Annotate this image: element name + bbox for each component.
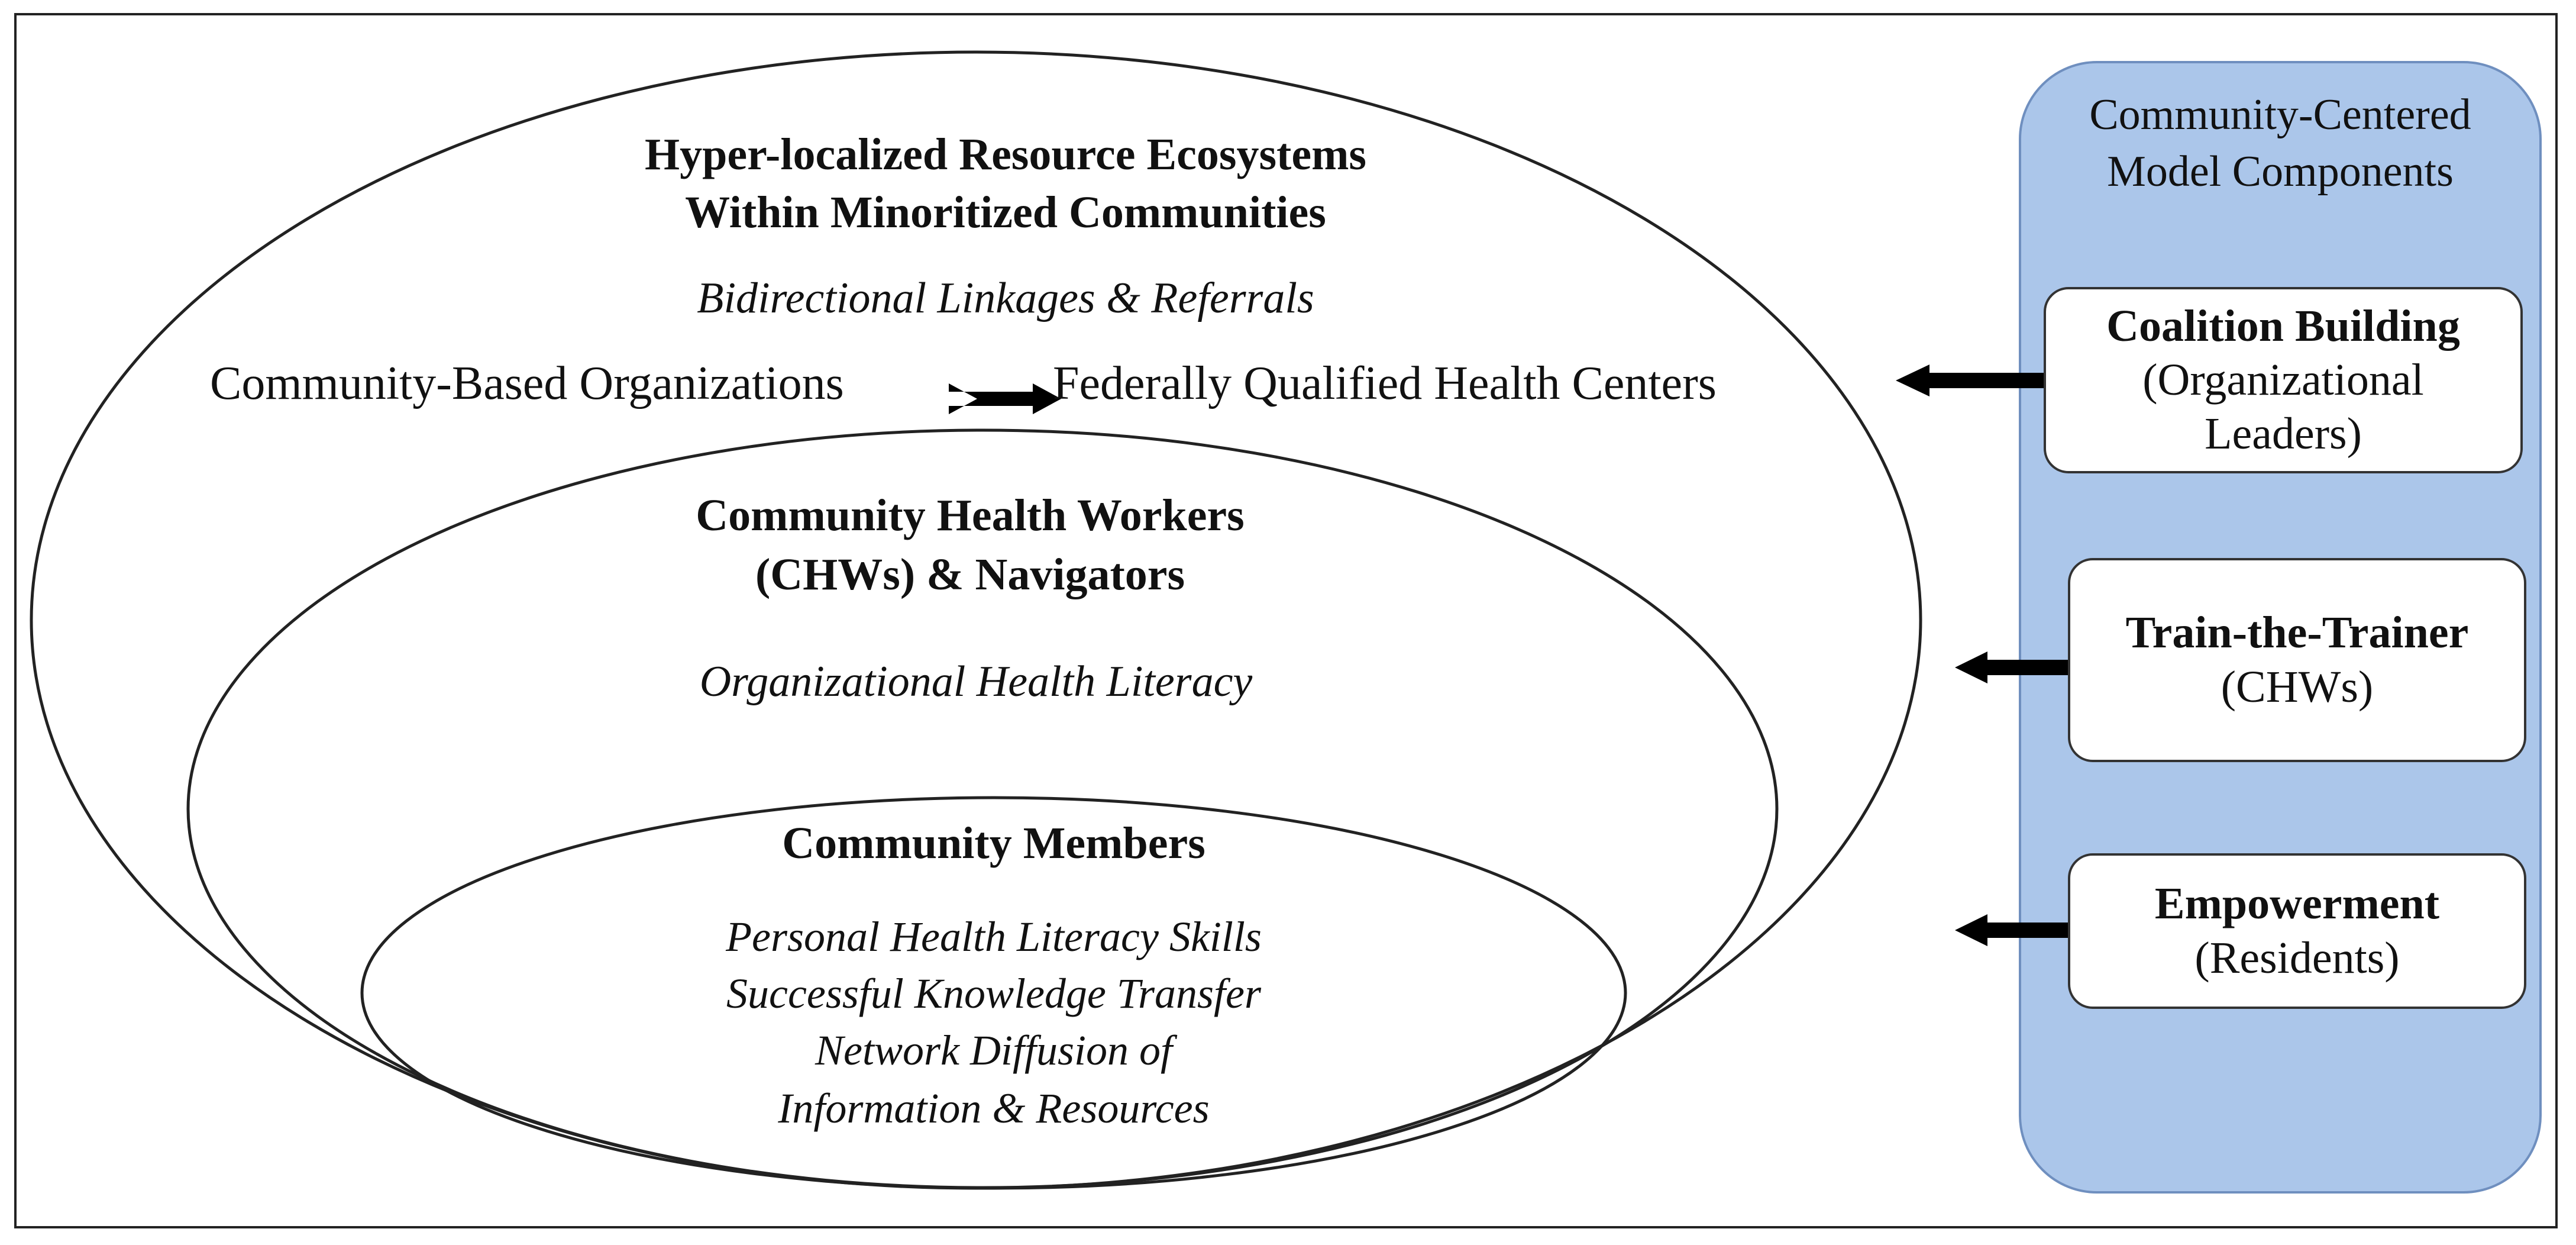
members-line-3: Network Diffusion of [815, 1027, 1173, 1074]
ecosystem-title-line-1: Hyper-localized Resource Ecosystems [645, 130, 1366, 179]
chw-title-line-2: (CHWs) & Navigators [755, 550, 1185, 599]
coalition-building-name: Coalition Building [2106, 301, 2460, 351]
chw-title-line-1: Community Health Workers [696, 491, 1245, 540]
community-based-organizations-label: Community-Based Organizations [210, 357, 844, 409]
chw-subtitle: Organizational Health Literacy [699, 657, 1253, 706]
members-line-2: Successful Knowledge Transfer [726, 970, 1261, 1017]
fqhc-label: Federally Qualified Health Centers [1053, 357, 1717, 409]
panel-title-line-1: Community-Centered [2089, 91, 2471, 139]
coalition-building-box [2044, 287, 2523, 473]
coalition-building-detail-2: Leaders) [2205, 409, 2362, 459]
train-the-trainer-name: Train-the-Trainer [2125, 608, 2469, 658]
coalition-building-detail-1: (Organizational [2142, 354, 2424, 405]
panel-title-line-2: Model Components [2107, 147, 2454, 196]
ecosystem-subtitle: Bidirectional Linkages & Referrals [697, 274, 1314, 322]
empowerment-box [2068, 853, 2526, 1009]
bidirectional-arrow-shape [949, 383, 1061, 414]
empowerment-name: Empowerment [2154, 879, 2440, 929]
ecosystem-title-line-2: Within Minoritized Communities [685, 188, 1326, 237]
members-line-4: Information & Resources [778, 1085, 1210, 1132]
empowerment-detail: (Residents) [2194, 933, 2400, 983]
members-title: Community Members [782, 818, 1205, 868]
train-the-trainer-box [2068, 558, 2526, 762]
members-line-1: Personal Health Literacy Skills [726, 913, 1262, 960]
train-the-trainer-detail: (CHWs) [2221, 662, 2374, 712]
